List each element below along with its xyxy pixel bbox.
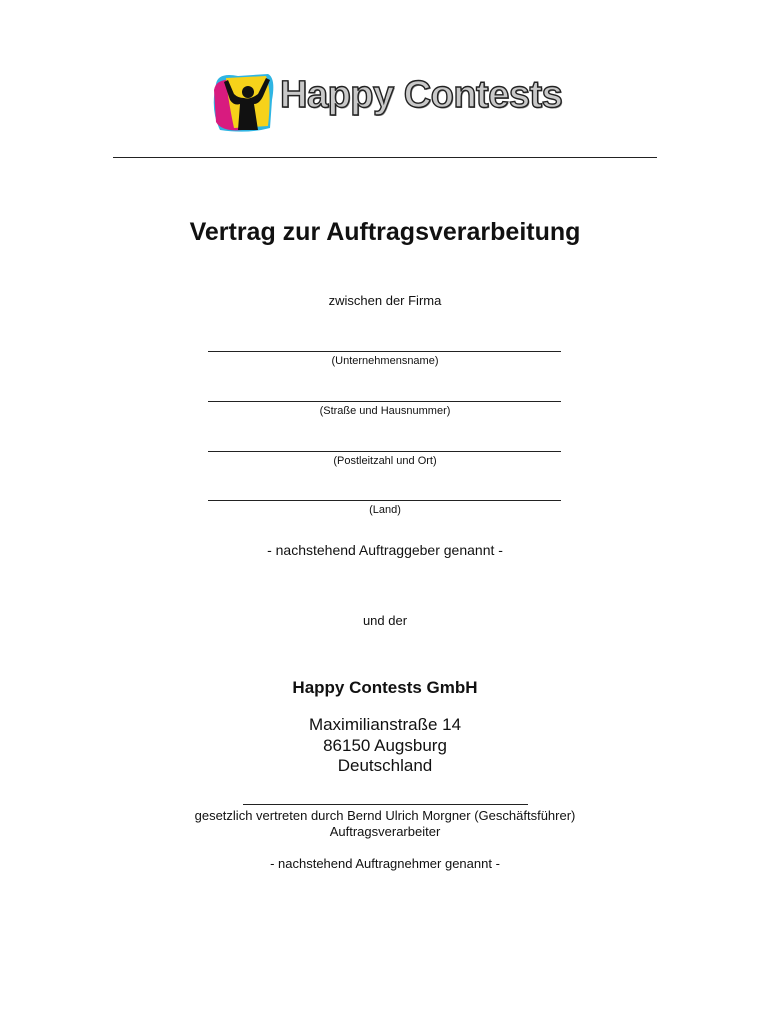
header-divider bbox=[113, 157, 657, 158]
between-label: zwischen der Firma bbox=[328, 293, 442, 308]
street-caption: (Straße und Hausnummer) bbox=[319, 405, 451, 417]
company-name: Happy Contests GmbH bbox=[292, 678, 478, 697]
company-name-line[interactable] bbox=[208, 351, 561, 352]
company-name-caption: (Unternehmensname) bbox=[331, 355, 439, 367]
country-caption: (Land) bbox=[369, 504, 401, 516]
represented-by: gesetzlich vertreten durch Bernd Ulrich Morgner (Geschäftsführer) bbox=[194, 808, 576, 823]
document-title: Vertrag zur Auftragsverarbeitung bbox=[189, 218, 581, 246]
contractor-note: - nachstehend Auftragnehmer genannt - bbox=[270, 856, 500, 871]
and-label: und der bbox=[362, 613, 408, 628]
representative-line bbox=[243, 804, 528, 805]
postal-city-line[interactable] bbox=[208, 451, 561, 452]
street-line[interactable] bbox=[208, 401, 561, 402]
processor-role: Auftragsverarbeiter bbox=[329, 824, 441, 839]
logo-wordmark: Happy Contests bbox=[280, 74, 563, 116]
postal-city-caption: (Postleitzahl und Ort) bbox=[333, 455, 437, 467]
client-note: - nachstehend Auftraggeber genannt - bbox=[267, 542, 503, 558]
company-country: Deutschland bbox=[337, 756, 433, 775]
logo bbox=[208, 70, 563, 134]
country-line[interactable] bbox=[208, 500, 561, 501]
company-street: Maximilianstraße 14 bbox=[308, 715, 462, 734]
person-cheering-icon bbox=[208, 70, 278, 134]
company-city: 86150 Augsburg bbox=[323, 736, 447, 755]
